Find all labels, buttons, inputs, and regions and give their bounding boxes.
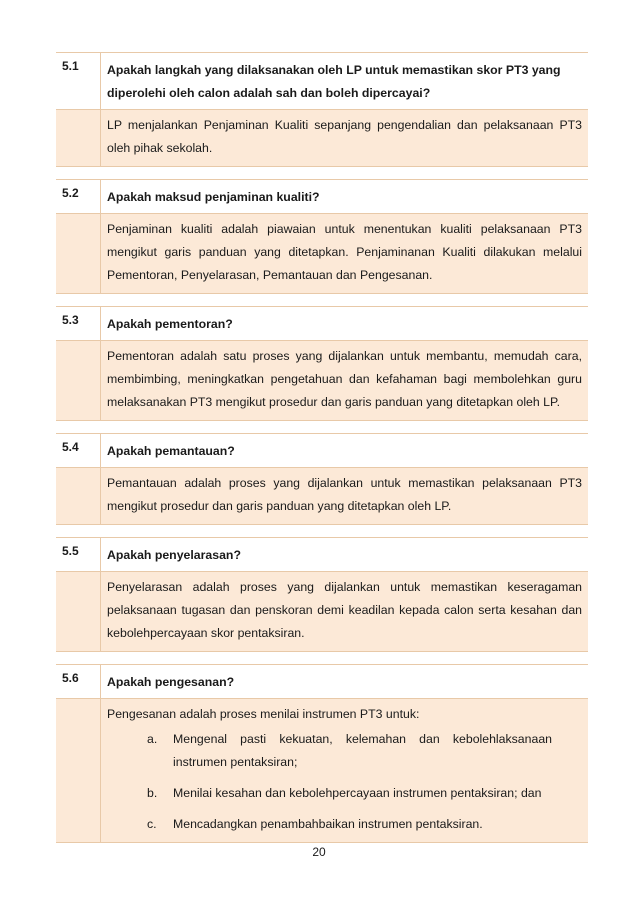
- section-5-3: [56, 306, 588, 421]
- answer-row: [56, 110, 588, 167]
- answer-row: [56, 468, 588, 525]
- answer-text: Pementoran adalah satu proses yang dijalankan untuk membantu, memudah cara, membimbing, meningkatkan pengetahuan dan kefahaman bagi membolehkan guru melaksanakan PT3 mengikut prosedur dan garis panduan yang ditetapkan oleh LP.: [107, 349, 582, 409]
- section-5-4: [56, 433, 588, 525]
- answer-row: [56, 699, 588, 843]
- question-text: Apakah maksud penjaminan kualiti?: [107, 190, 320, 204]
- list-item: [107, 813, 582, 836]
- section-5-5: [56, 537, 588, 652]
- section-number: 5.3: [56, 307, 101, 340]
- list-item-text: Menilai kesahan dan kebolehpercayaan instrumen pentaksiran; dan: [173, 786, 542, 800]
- section-number: 5.4: [56, 434, 101, 467]
- list-item-text: Mencadangkan penambahbaikan instrumen pentaksiran.: [173, 817, 483, 831]
- list-item-text: Mengenal pasti kekuatan, kelemahan dan kebolehlaksanaan instrumen pentaksiran;: [173, 732, 552, 769]
- list-item: [107, 782, 582, 805]
- question-text: Apakah pementoran?: [107, 317, 233, 331]
- question-text: Apakah pengesanan?: [107, 675, 235, 689]
- list-marker: c.: [147, 817, 157, 831]
- question-text: Apakah langkah yang dilaksanakan oleh LP untuk memastikan skor PT3 yang diperolehi oleh calon adalah sah dan boleh dipercayai?: [107, 63, 561, 100]
- section-number: 5.5: [56, 538, 101, 571]
- answer-list: [107, 728, 582, 836]
- question-row: [56, 434, 588, 468]
- question-text: Apakah penyelarasan?: [107, 548, 241, 562]
- question-row: [56, 665, 588, 699]
- answer-intro: Pengesanan adalah proses menilai instrumen PT3 untuk:: [107, 707, 420, 721]
- qa-document: [56, 52, 588, 855]
- question-text: Apakah pemantauan?: [107, 444, 235, 458]
- section-number: 5.1: [56, 53, 101, 109]
- answer-text: LP menjalankan Penjaminan Kualiti sepanjang pengendalian dan pelaksanaan PT3 oleh pihak sekolah.: [107, 118, 582, 155]
- answer-row: [56, 214, 588, 294]
- question-row: [56, 538, 588, 572]
- list-marker: b.: [147, 786, 158, 800]
- section-number: 5.6: [56, 665, 101, 698]
- question-row: [56, 180, 588, 214]
- answer-text: Pemantauan adalah proses yang dijalankan untuk memastikan pelaksanaan PT3 mengikut prosedur dan garis panduan yang ditetapkan oleh LP.: [107, 476, 582, 513]
- answer-text: Penyelarasan adalah proses yang dijalankan untuk memastikan keseragaman pelaksanaan tugasan dan penskoran demi keadilan kepada calon serta kesahan dan kebolehpercayaan skor pentaksiran.: [107, 580, 582, 640]
- question-row: [56, 307, 588, 341]
- section-5-6: [56, 664, 588, 843]
- question-row: [56, 53, 588, 110]
- list-item: [107, 728, 582, 774]
- answer-row: [56, 572, 588, 652]
- section-5-1: [56, 52, 588, 167]
- answer-text: [101, 699, 588, 842]
- section-5-2: [56, 179, 588, 294]
- page-number: 20: [312, 845, 326, 859]
- section-number: 5.2: [56, 180, 101, 213]
- answer-row: [56, 341, 588, 421]
- list-marker: a.: [147, 732, 158, 746]
- answer-text: Penjaminan kualiti adalah piawaian untuk menentukan kualiti pelaksanaan PT3 mengikut garis panduan yang ditetapkan. Penjaminanan Kualiti dilakukan melalui Pementoran, Penyelarasan, Pemantauan dan Pengesanan.: [107, 222, 582, 282]
